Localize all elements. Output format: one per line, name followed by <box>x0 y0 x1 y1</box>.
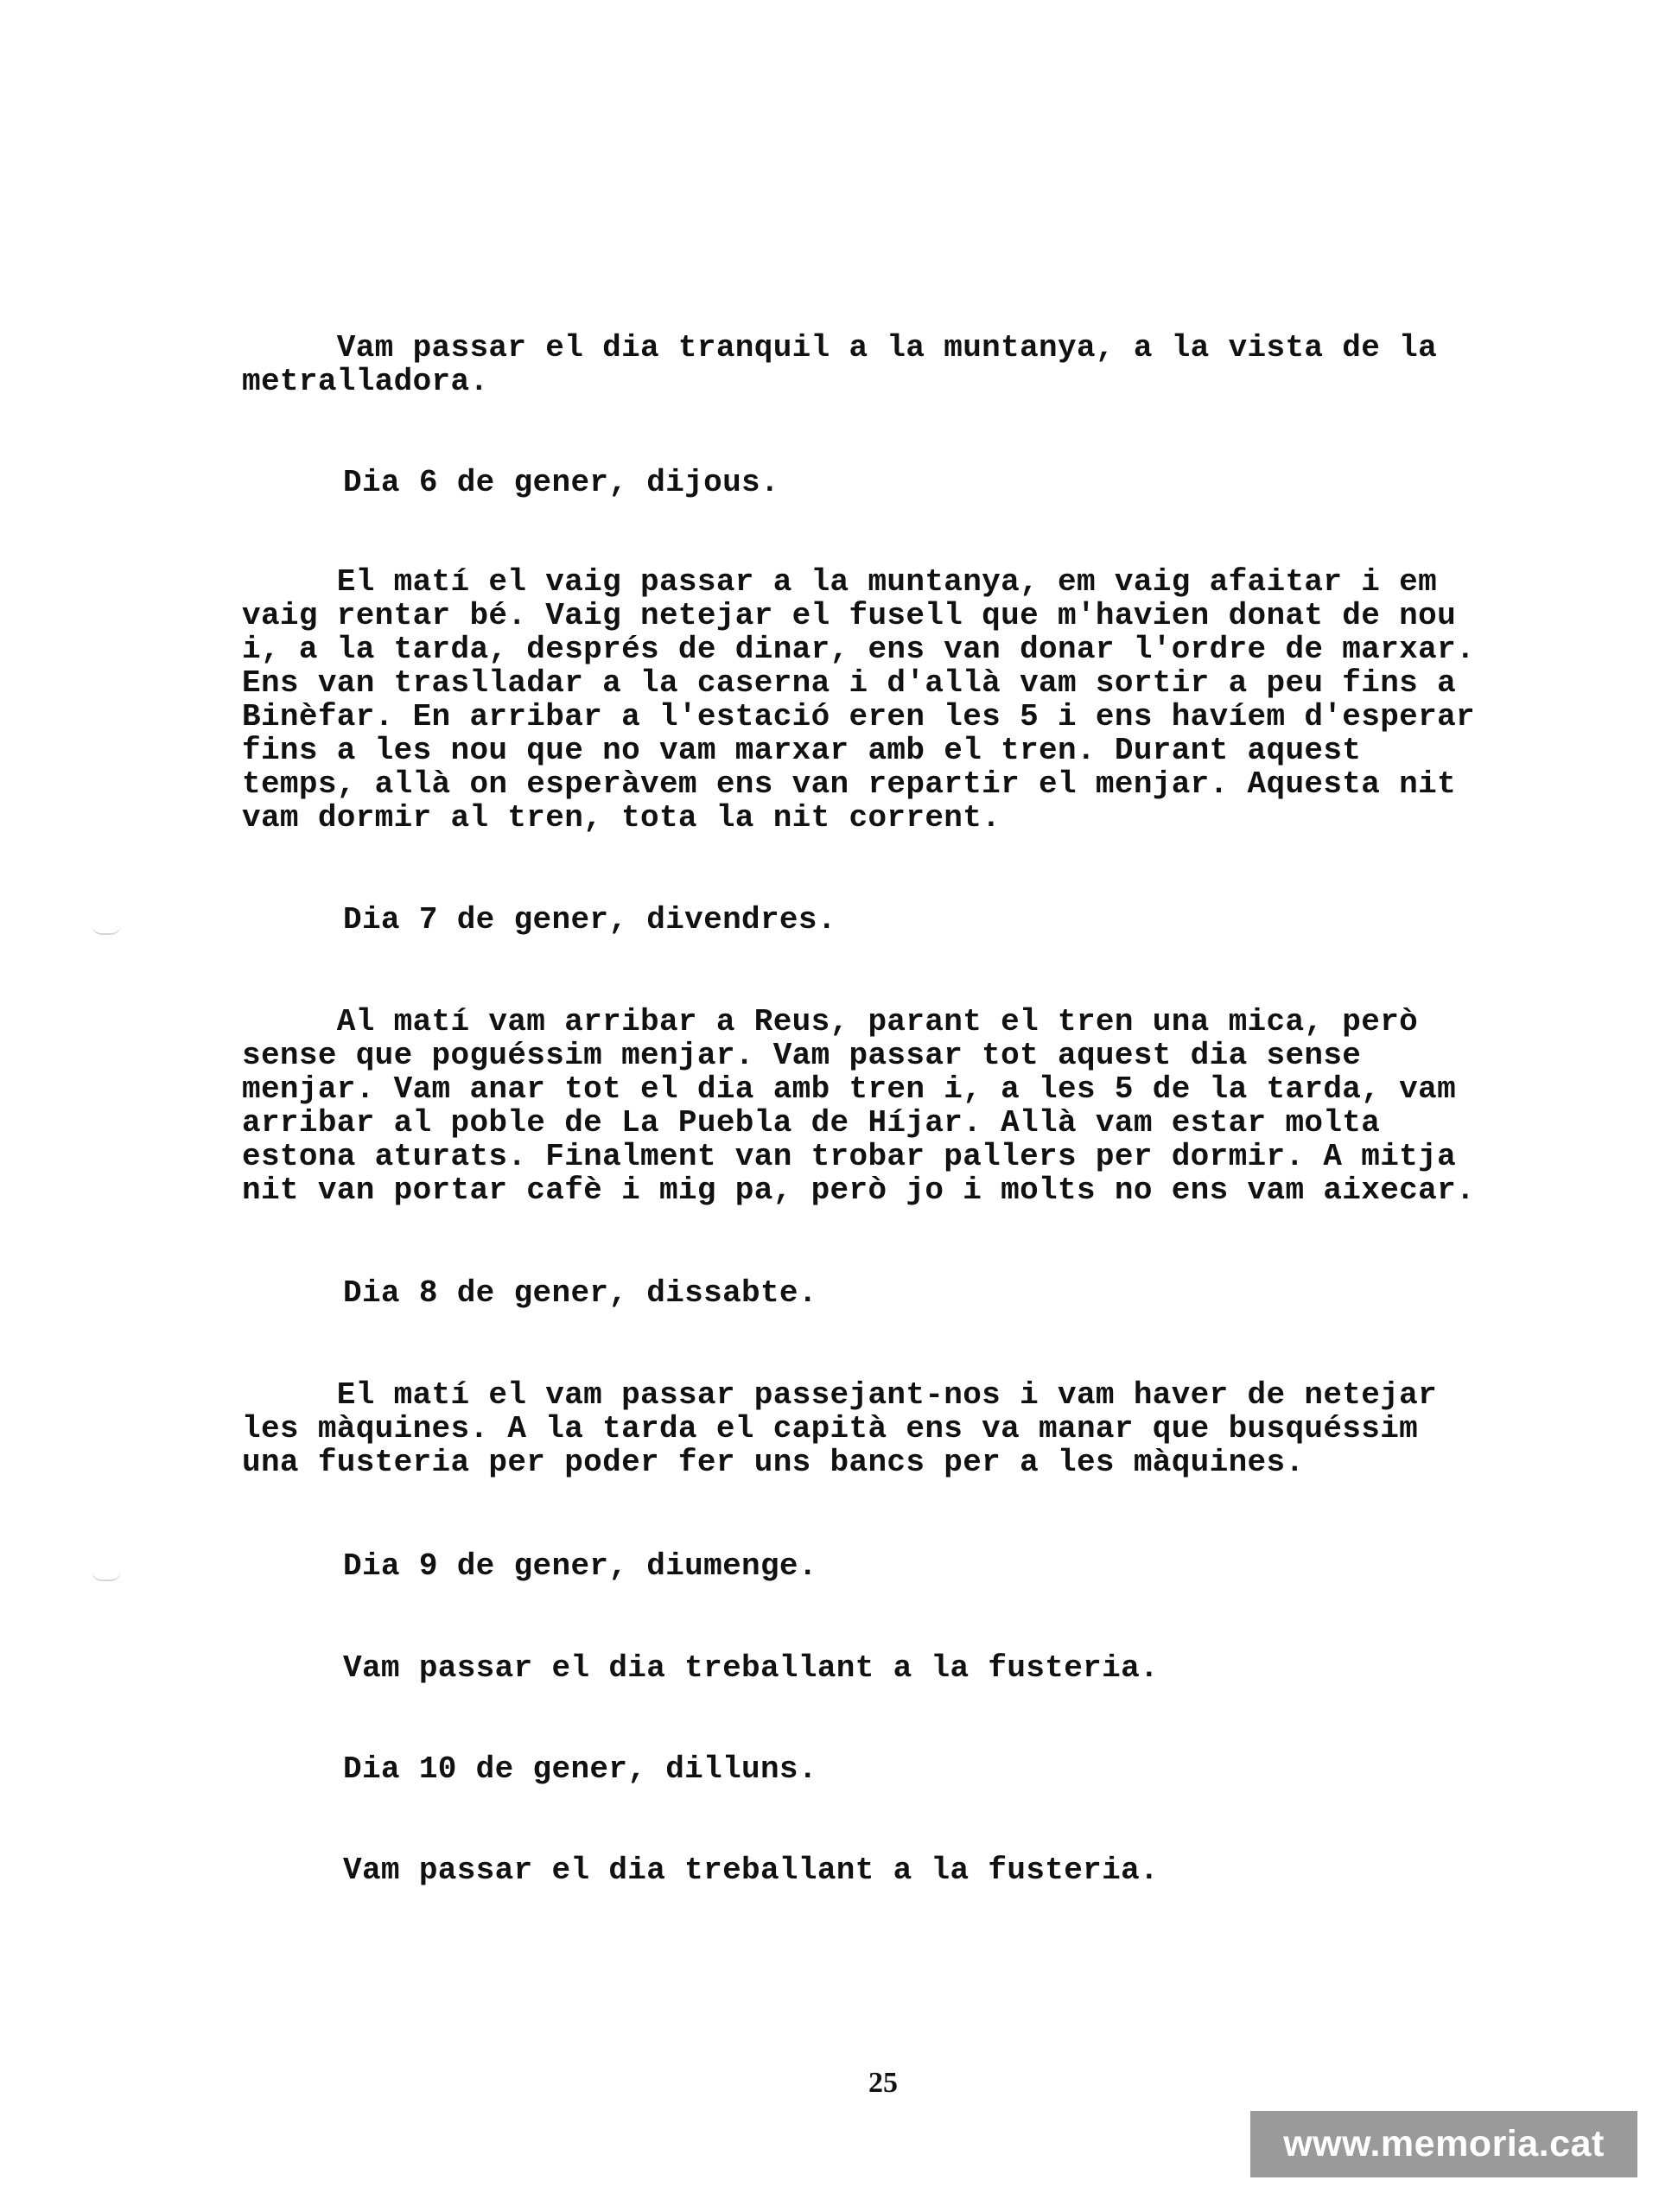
heading-dia-9: Dia 9 de gener, diumenge. <box>343 1548 817 1584</box>
scan-margin-mark <box>92 1571 121 1581</box>
paragraph-dia-6: El matí el vaig passar a la muntanya, em vaig afaitar i em vaig rentar bé. Vaig netejar el fusell que m'havien donat de nou i, a la tarda, després de dinar, ens van donar l'ordre de marxar. Ens van traslladar a la caserna i d'allà vam sortir a peu fins a Binèfar. En arribar a l'estació eren les 5 i ens havíem d'esperar fins a les nou que no vam marxar amb el tren. Durant aquest temps, allà on esperàvem ens van repartir el menjar. Aquesta nit vam dormir al tren, tota la nit corrent. <box>242 564 1475 836</box>
paragraph-dia-9: Vam passar el dia treballant a la fusteria. <box>343 1650 1160 1686</box>
paragraph-dia-7: Al matí vam arribar a Reus, parant el tren una mica, però sense que poguéssim menjar. Vam passar tot aquest dia sense menjar. Vam anar tot el dia amb tren i, a les 5 de la tarda, vam arribar al poble de La Puebla de Híjar. Allà vam estar molta estona aturats. Finalment van trobar pallers per dormir. A mitja nit van portar cafè i mig pa, però jo i molts no ens vam aixecar. <box>242 1004 1475 1208</box>
page-number: 25 <box>868 2067 898 2099</box>
heading-dia-6: Dia 6 de gener, dijous. <box>343 465 779 500</box>
paragraph-dia-10: Vam passar el dia treballant a la fusteria. <box>343 1853 1160 1888</box>
heading-dia-8: Dia 8 de gener, dissabte. <box>343 1275 817 1311</box>
memoria-watermark: www.memoria.cat <box>1250 2111 1637 2177</box>
heading-dia-10: Dia 10 de gener, dilluns. <box>343 1751 817 1787</box>
heading-dia-7: Dia 7 de gener, divendres. <box>343 902 836 938</box>
paragraph-metralladora: Vam passar el dia tranquil a la muntanya, a la vista de la metralladora. <box>242 330 1438 399</box>
scan-margin-mark <box>92 925 121 935</box>
paragraph-dia-8: El matí el vam passar passejant-nos i vam haver de netejar les màquines. A la tarda el capità ens va manar que busquéssim una fusteria per poder fer uns bancs per a les màquines. <box>242 1377 1438 1480</box>
